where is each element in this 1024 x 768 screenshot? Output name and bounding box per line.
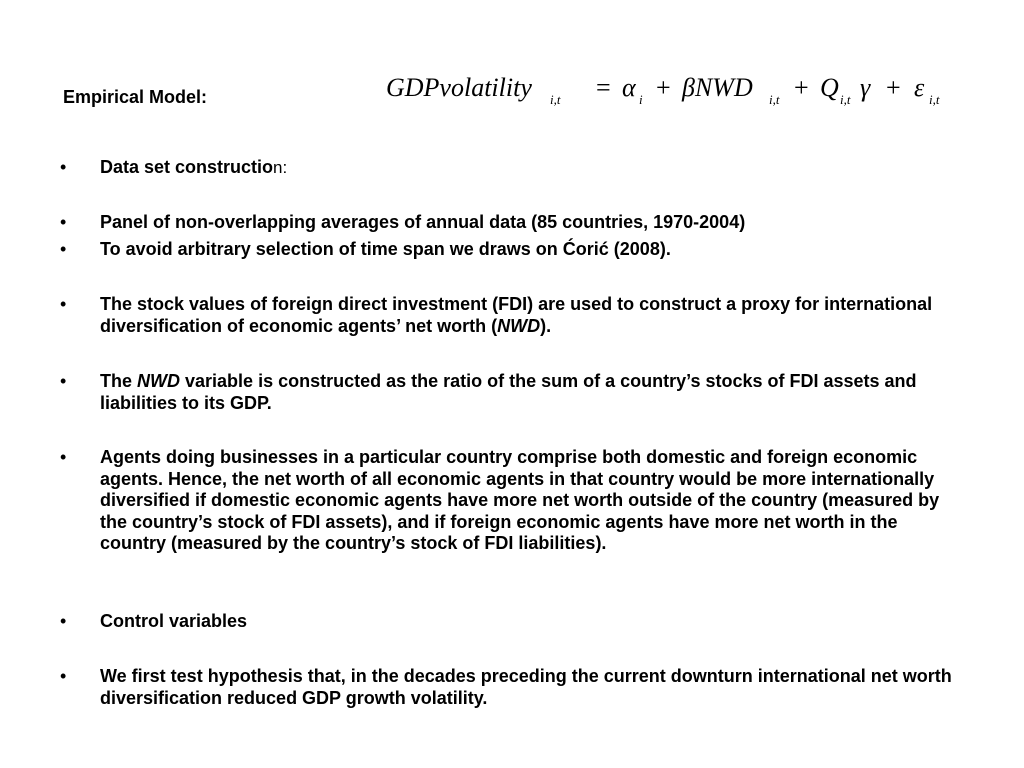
bullet-text-pre: The stock values of foreign direct investment (FDI) are used to construct a proxy for international diversification of economic agents’ net worth (	[100, 294, 933, 336]
bullet-nwd-variable	[60, 371, 960, 414]
eq-equals: =	[596, 73, 611, 102]
bullet-text: Panel of non-overlapping averages of annual data (85 countries, 1970-2004)	[100, 212, 746, 232]
eq-q-sub: i,t	[840, 92, 851, 107]
eq-gamma: γ	[860, 73, 871, 102]
eq-beta-nwd: βNWD	[682, 73, 753, 102]
eq-epsilon: ε	[914, 73, 925, 102]
bullet-dot: •	[60, 212, 67, 232]
bullet-dot: •	[60, 239, 67, 259]
bullet-fdi-proxy	[60, 294, 960, 337]
equation-image	[386, 72, 966, 112]
bullet-text-tail: n:	[273, 158, 288, 177]
bullet-panel-data	[60, 212, 960, 234]
bullet-agents	[60, 447, 960, 555]
bullet-dot: •	[60, 666, 67, 686]
bullet-hypothesis	[60, 666, 960, 709]
bullet-dot: •	[60, 611, 67, 631]
bullet-dot: •	[60, 371, 67, 391]
eq-alpha: α	[622, 73, 636, 102]
nwd-italic: NWD	[497, 315, 541, 336]
eq-plus-1: +	[656, 73, 671, 102]
bullet-text-post: variable is constructed as the ratio of the sum of a country’s stocks of FDI assets and liabilities to its GDP.	[100, 371, 917, 413]
bullet-dot: •	[60, 157, 67, 177]
eq-alpha-sub: i	[639, 92, 643, 107]
bullet-dot: •	[60, 294, 67, 314]
eq-lhs: GDPvolatility	[386, 73, 532, 102]
bullet-text-pre: The	[100, 371, 138, 391]
bullet-dot: •	[60, 447, 67, 467]
bullet-control-variables	[60, 611, 960, 633]
bullet-text: We first test hypothesis that, in the decades preceding the current downturn international net worth diversification reduced GDP growth volatility.	[100, 666, 952, 708]
bullet-data-set-construction	[60, 157, 960, 179]
eq-plus-3: +	[886, 73, 901, 102]
eq-lhs-sub: i,t	[550, 92, 561, 107]
eq-epsilon-sub: i,t	[929, 92, 940, 107]
bullet-time-span	[60, 239, 960, 261]
nwd-italic: NWD	[137, 371, 181, 391]
bullet-text: To avoid arbitrary selection of time span we draws on Ćorić (2008).	[100, 239, 671, 259]
eq-nwd-sub: i,t	[769, 92, 780, 107]
bullet-text: Agents doing businesses in a particular country comprise both domestic and foreign economic agents. Hence, the net worth of all economic agents in that country would be more internationally diversified if domestic economic agents have more net worth outside of the country (measured by the country’s stock of FDI assets), and if foreign economic agents have more net worth in the country (measured by the country’s stock of FDI liabilities).	[100, 447, 940, 553]
bullet-text: Control variables	[100, 611, 248, 631]
slide-heading: Empirical Model:	[63, 87, 208, 107]
bullet-text-post: ).	[540, 315, 552, 336]
eq-plus-2: +	[794, 73, 809, 102]
bullet-text: Data set constructio	[100, 157, 274, 177]
eq-q: Q	[820, 73, 839, 102]
